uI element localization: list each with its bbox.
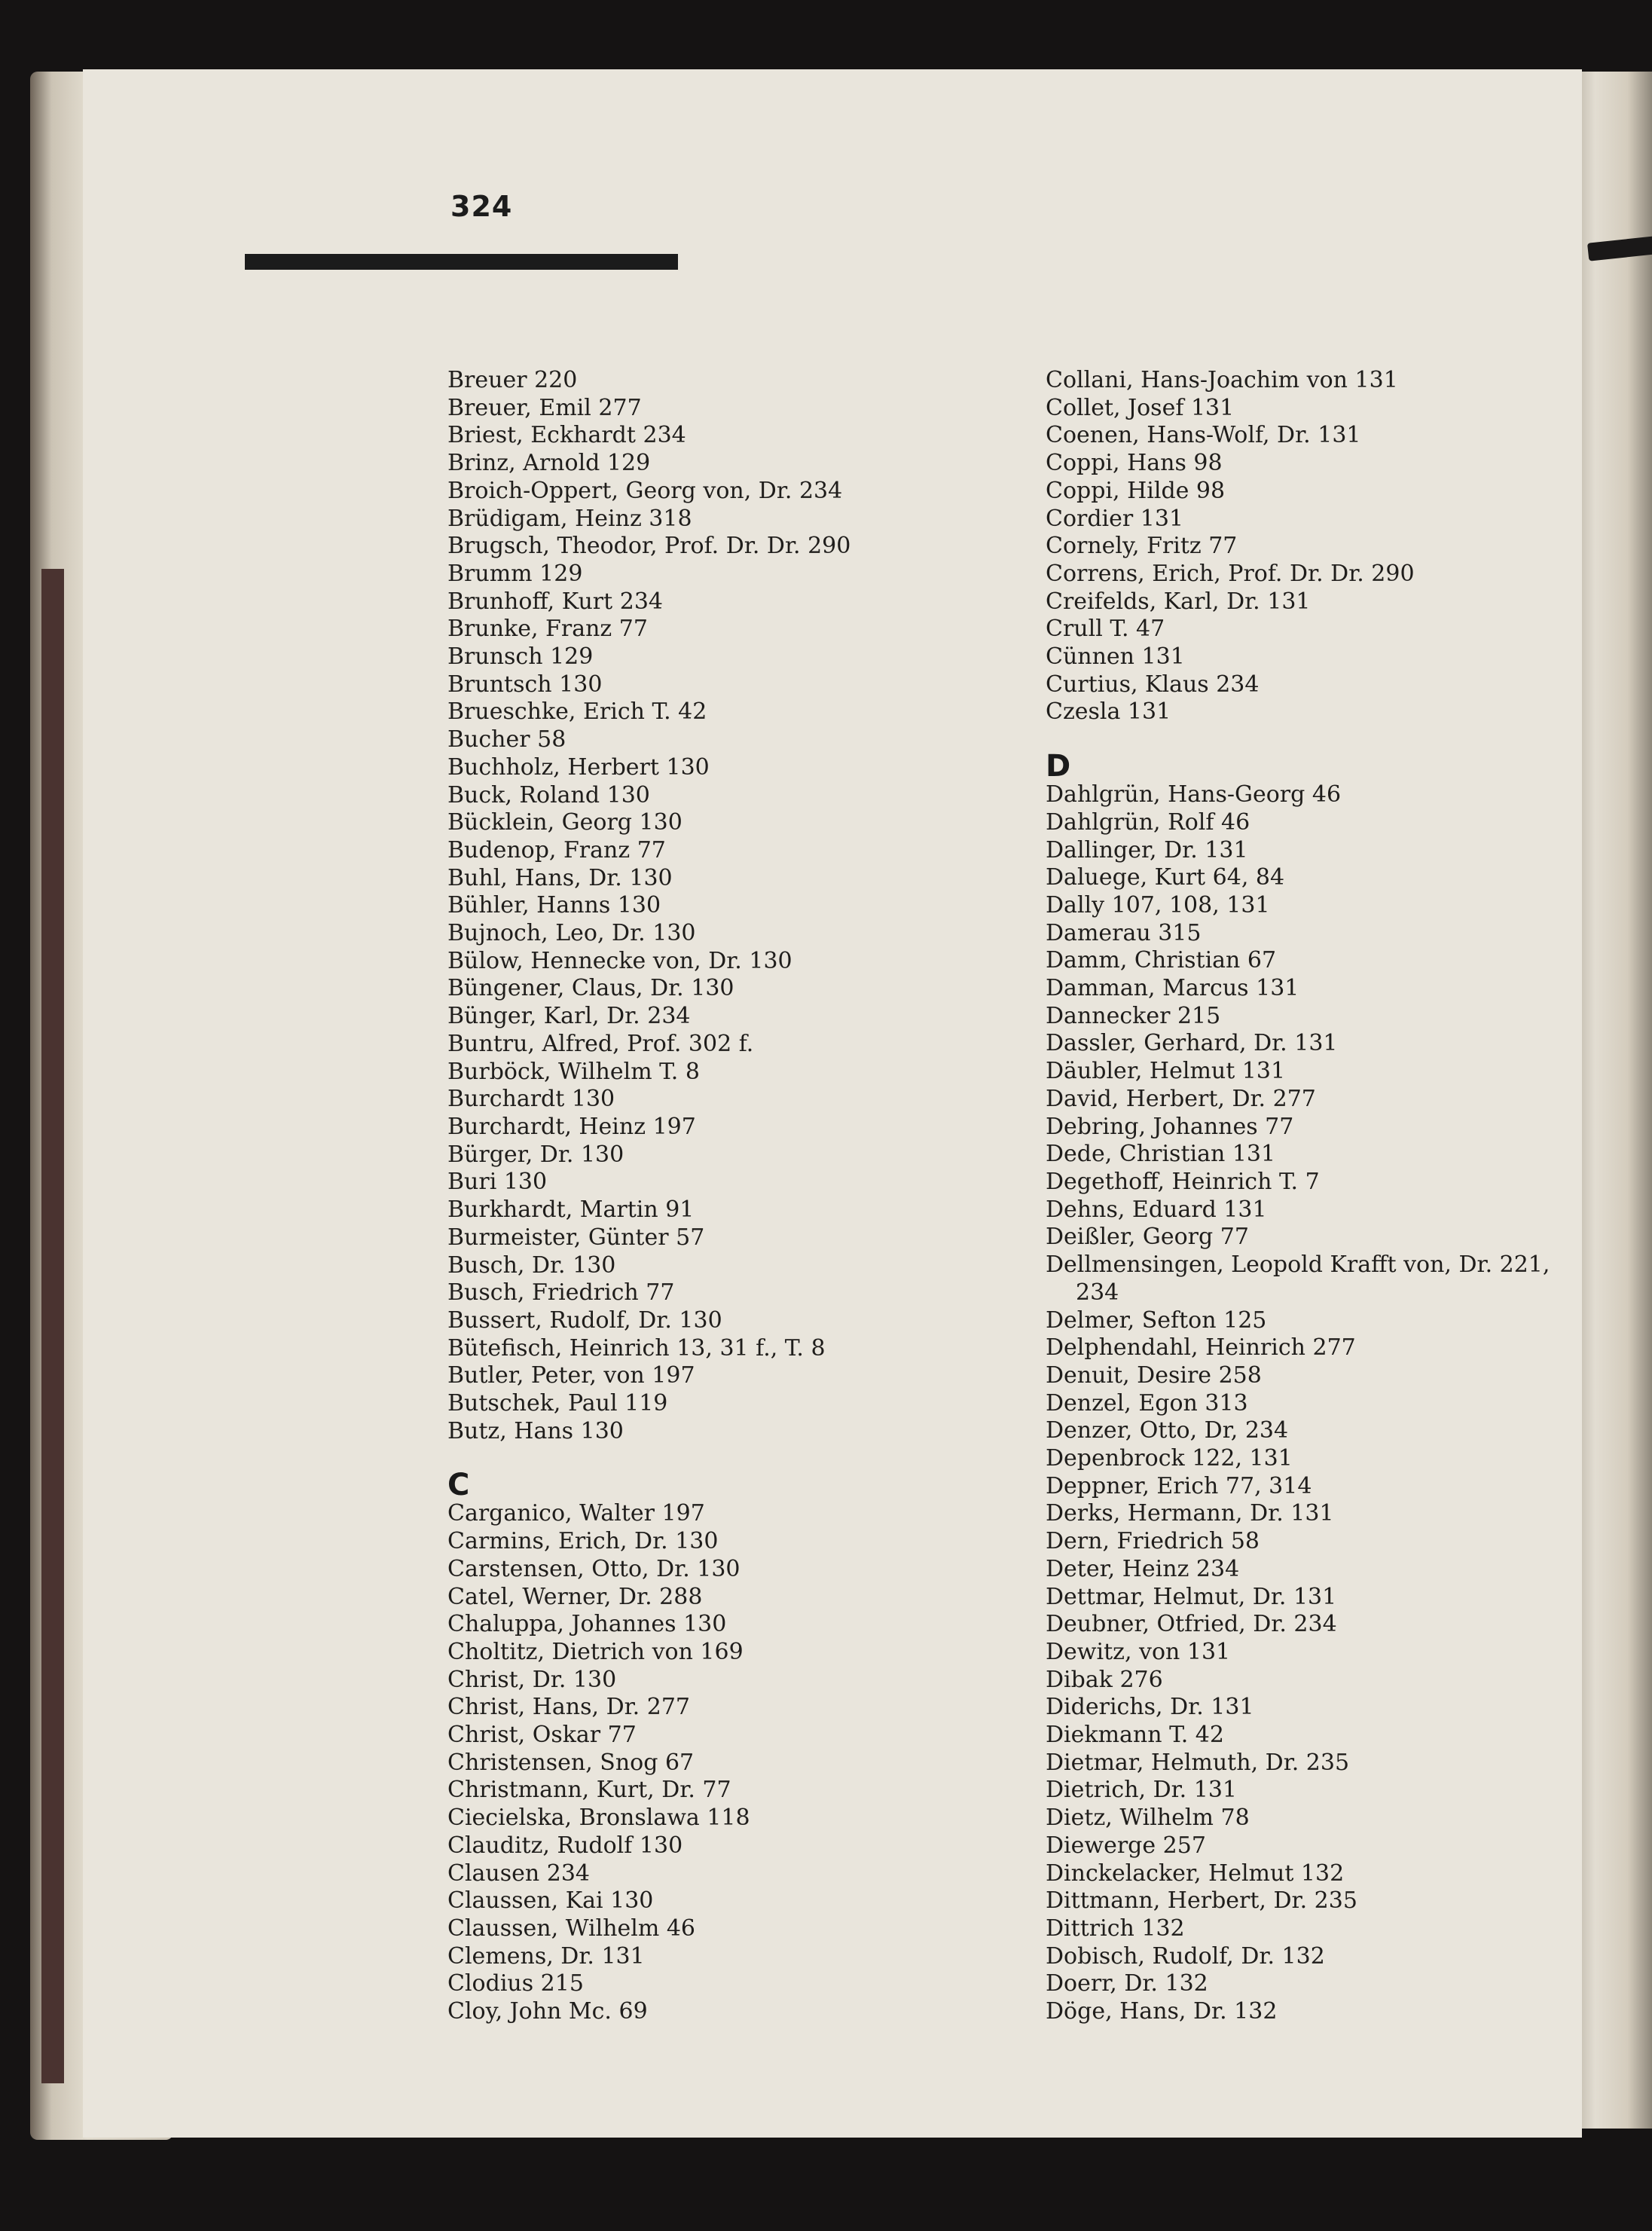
index-entry: Cornely, Fritz 77 (1046, 533, 1238, 560)
index-entry: Depenbrock 122, 131 (1046, 1445, 1293, 1472)
index-entry: Bruntsch 130 (447, 671, 603, 698)
index-entry: Diekmann T. 42 (1046, 1722, 1224, 1749)
index-entry: Deubner, Otfried, Dr. 234 (1046, 1611, 1337, 1638)
index-entry: Czesla 131 (1046, 698, 1171, 726)
index-entry: Brüdigam, Heinz 318 (447, 505, 692, 532)
index-entry: Clauditz, Rudolf 130 (447, 1832, 683, 1859)
index-entry: Bünger, Karl, Dr. 234 (447, 1003, 691, 1030)
index-entry: Daluege, Kurt 64, 84 (1046, 864, 1285, 891)
index-entry: Brunsch 129 (447, 643, 594, 671)
index-entry: Cordier 131 (1046, 505, 1184, 532)
index-entry: Dittrich 132 (1046, 1915, 1185, 1942)
index-entry: Breuer 220 (447, 367, 578, 393)
index-entry: Ciecielska, Bronslawa 118 (447, 1805, 750, 1832)
index-entry: Burchardt, Heinz 197 (447, 1113, 696, 1140)
index-entry: Claussen, Wilhelm 46 (447, 1915, 696, 1942)
index-entry: Coppi, Hilde 98 (1046, 477, 1226, 504)
index-entry: Christ, Oskar 77 (447, 1722, 637, 1749)
index-entry: Diewerge 257 (1046, 1832, 1206, 1859)
index-entry: Dallinger, Dr. 131 (1046, 836, 1248, 863)
index-entry: Butschek, Paul 119 (447, 1390, 668, 1417)
index-entry: Degethoff, Heinrich T. 7 (1046, 1168, 1320, 1195)
index-entry: Bücklein, Georg 130 (447, 809, 682, 836)
index-entry: Correns, Erich, Prof. Dr. Dr. 290 (1046, 560, 1415, 587)
index-entry: Brunke, Franz 77 (447, 616, 648, 643)
index-entry: Buri 130 (447, 1169, 548, 1196)
index-column-right (1046, 367, 1573, 2026)
index-entry: Busch, Dr. 130 (447, 1251, 616, 1279)
index-entry: Dittmann, Herbert, Dr. 235 (1046, 1887, 1357, 1915)
index-entry: Bühler, Hanns 130 (447, 892, 661, 919)
index-entry: Dehns, Eduard 131 (1046, 1196, 1267, 1223)
index-entry: Clemens, Dr. 131 (447, 1942, 645, 1970)
index-entry: Butz, Hans 130 (447, 1417, 624, 1444)
header-rule (245, 254, 678, 270)
index-entry: Carstensen, Otto, Dr. 130 (447, 1555, 740, 1582)
index-entry: Christmann, Kurt, Dr. 77 (447, 1777, 731, 1804)
index-entry: Doerr, Dr. 132 (1046, 1970, 1208, 1997)
index-entry: Buhl, Hans, Dr. 130 (447, 864, 673, 891)
index-entry: Broich-Oppert, Georg von, Dr. 234 (447, 477, 843, 504)
index-entry: Dietz, Wilhelm 78 (1046, 1805, 1250, 1832)
index-entry: Collani, Hans-Joachim von 131 (1046, 367, 1398, 393)
index-entry: Chaluppa, Johannes 130 (447, 1611, 727, 1638)
index-entry: Däubler, Helmut 131 (1046, 1058, 1286, 1085)
index-entry: Bütefisch, Heinrich 13, 31 f., T. 8 (447, 1334, 826, 1362)
index-entry: Brueschke, Erich T. 42 (447, 698, 707, 726)
index-entry: Clodius 215 (447, 1970, 584, 1997)
index-entry: Coenen, Hans-Wolf, Dr. 131 (1046, 422, 1361, 449)
index-entry: Deißler, Georg 77 (1046, 1224, 1249, 1251)
index-entry: Döge, Hans, Dr. 132 (1046, 1998, 1278, 2025)
index-entry: Dannecker 215 (1046, 1002, 1221, 1029)
index-entry: Dettmar, Helmut, Dr. 131 (1046, 1583, 1337, 1610)
index-entry: Carganico, Walter 197 (447, 1500, 705, 1527)
index-entry: Butler, Peter, von 197 (447, 1362, 695, 1389)
index-entry: Dietrich, Dr. 131 (1046, 1777, 1238, 1804)
index-entry: Bucher 58 (447, 726, 566, 753)
index-entry: Dern, Friedrich 58 (1046, 1528, 1260, 1555)
index-entry: Delphendahl, Heinrich 277 (1046, 1334, 1356, 1362)
index-entry: Dahlgrün, Hans-Georg 46 (1046, 781, 1342, 808)
index-entry: Briest, Eckhardt 234 (447, 422, 686, 449)
index-entry: Dede, Christian 131 (1046, 1141, 1276, 1168)
index-entry: Brinz, Arnold 129 (447, 450, 651, 477)
index-entry: Carmins, Erich, Dr. 130 (447, 1528, 719, 1555)
index-entry: Dibak 276 (1046, 1666, 1163, 1693)
index-entry: Bülow, Hennecke von, Dr. 130 (447, 947, 792, 974)
index-entry: Cloy, John Mc. 69 (447, 1998, 648, 2025)
index-entry: Claussen, Kai 130 (447, 1887, 654, 1915)
index-entry: Catel, Werner, Dr. 288 (447, 1583, 703, 1610)
index-entry: Denzer, Otto, Dr, 234 (1046, 1417, 1289, 1444)
index-column-left (447, 367, 990, 2026)
index-entry: Deppner, Erich 77, 314 (1046, 1472, 1312, 1499)
index-entry: Debring, Johannes 77 (1046, 1113, 1294, 1140)
index-entry: Christ, Hans, Dr. 277 (447, 1694, 691, 1721)
index-entry: Buntru, Alfred, Prof. 302 f. (447, 1030, 754, 1057)
index-entry: Dobisch, Rudolf, Dr. 132 (1046, 1942, 1325, 1970)
index-entry: Curtius, Klaus 234 (1046, 671, 1260, 698)
index-entry: Dellmensingen, Leopold Krafft von, Dr. 221, (1046, 1251, 1550, 1279)
index-entry: Dewitz, von 131 (1046, 1638, 1231, 1665)
index-entry: Budenop, Franz 77 (447, 836, 666, 863)
index-entry: Damman, Marcus 131 (1046, 975, 1299, 1002)
book-page-edges-right (1571, 72, 1652, 2129)
index-entry: Bujnoch, Leo, Dr. 130 (447, 920, 696, 947)
index-entry: Dinckelacker, Helmut 132 (1046, 1860, 1345, 1887)
index-entry: Deter, Heinz 234 (1046, 1555, 1240, 1582)
index-entry: Bürger, Dr. 130 (447, 1141, 624, 1168)
index-entry: Christ, Dr. 130 (447, 1666, 617, 1693)
section-letter: C (447, 1468, 470, 1503)
index-entry: Brunhoff, Kurt 234 (447, 588, 663, 615)
index-entry: Damm, Christian 67 (1046, 947, 1277, 974)
index-entry: Bussert, Rudolf, Dr. 130 (447, 1307, 722, 1334)
index-entry-continuation: 234 (1076, 1279, 1119, 1306)
index-entry: Busch, Friedrich 77 (447, 1279, 675, 1307)
book-cover-edge (41, 569, 64, 2083)
index-entry: Diderichs, Dr. 131 (1046, 1694, 1254, 1721)
index-entry: David, Herbert, Dr. 277 (1046, 1085, 1316, 1112)
index-entry: Dietmar, Helmuth, Dr. 235 (1046, 1749, 1350, 1776)
index-entry: Denzel, Egon 313 (1046, 1389, 1248, 1417)
index-entry: Collet, Josef 131 (1046, 394, 1235, 421)
index-entry: Crull T. 47 (1046, 616, 1165, 643)
index-entry: Brumm 129 (447, 560, 583, 587)
index-entry: Christensen, Snog 67 (447, 1749, 695, 1776)
index-entry: Derks, Hermann, Dr. 131 (1046, 1500, 1334, 1527)
index-entry: Coppi, Hans 98 (1046, 450, 1223, 477)
index-entry: Dally 107, 108, 131 (1046, 891, 1270, 918)
index-entry: Büngener, Claus, Dr. 130 (447, 975, 734, 1002)
index-entry: Burböck, Wilhelm T. 8 (447, 1058, 700, 1085)
index-entry: Buchholz, Herbert 130 (447, 753, 710, 781)
index-entry: Breuer, Emil 277 (447, 394, 642, 421)
index-entry: Choltitz, Dietrich von 169 (447, 1638, 744, 1665)
index-entry: Clausen 234 (447, 1860, 591, 1887)
index-entry: Burchardt 130 (447, 1086, 615, 1113)
index-entry: Dassler, Gerhard, Dr. 131 (1046, 1030, 1338, 1057)
index-entry: Cünnen 131 (1046, 643, 1185, 671)
page-number: 324 (450, 190, 513, 223)
index-entry: Delmer, Sefton 125 (1046, 1307, 1267, 1334)
index-entry: Dahlgrün, Rolf 46 (1046, 808, 1250, 836)
index-entry: Burkhardt, Martin 91 (447, 1196, 695, 1224)
index-entry: Damerau 315 (1046, 919, 1202, 946)
index-entry: Burmeister, Günter 57 (447, 1224, 705, 1251)
index-entry: Creifelds, Karl, Dr. 131 (1046, 588, 1311, 615)
index-entry: Buck, Roland 130 (447, 781, 650, 808)
section-letter: D (1046, 749, 1071, 784)
index-entry: Brugsch, Theodor, Prof. Dr. Dr. 290 (447, 533, 851, 560)
index-entry: Denuit, Desire 258 (1046, 1362, 1262, 1389)
